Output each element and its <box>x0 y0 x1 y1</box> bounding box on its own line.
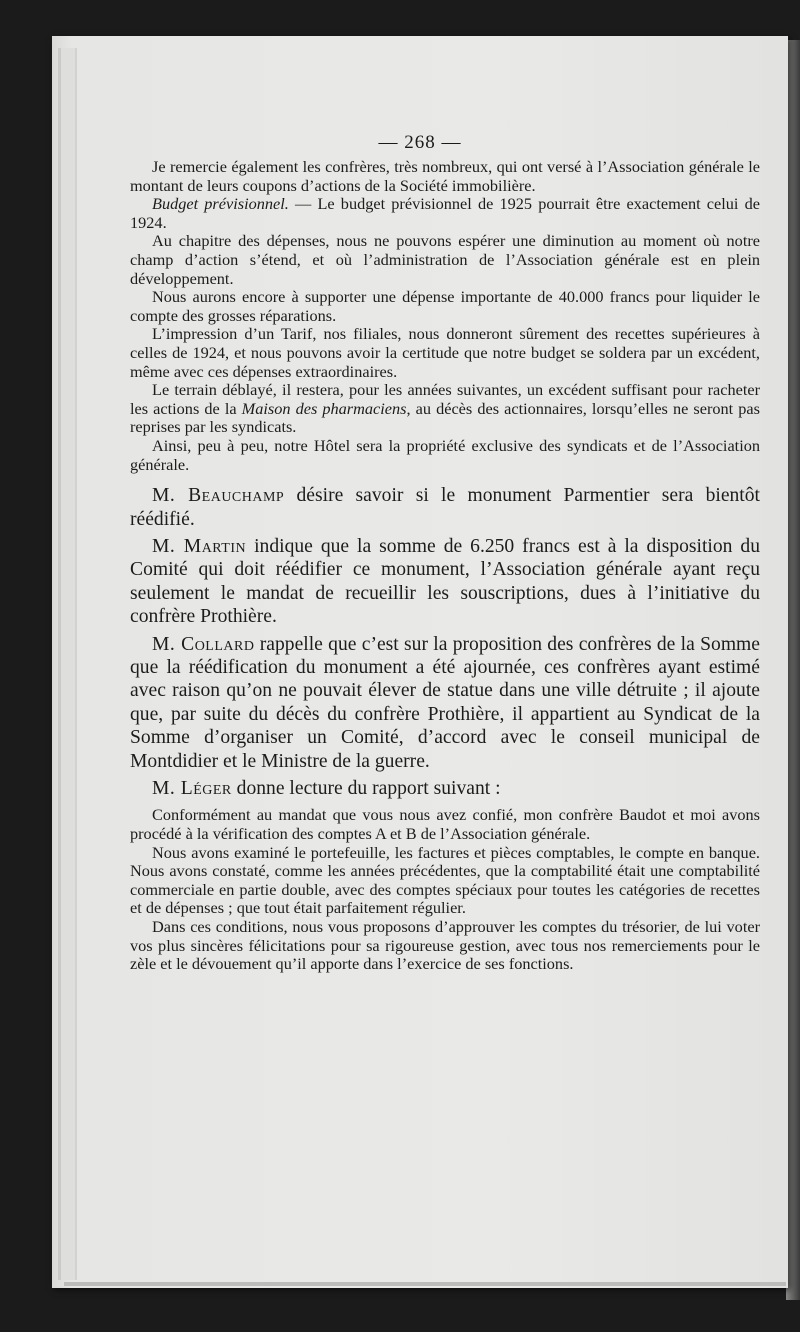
paragraph-budget <box>130 195 760 232</box>
budget-text: — Le budget prévisionnel de 1925 pourrait être exactement celui de 1924. <box>130 194 760 232</box>
page-body <box>130 122 760 974</box>
maison-title: Maison des pharmaciens <box>241 398 407 418</box>
speaker-name: M. Léger <box>152 777 232 799</box>
paragraph-tariff: L’impression d’un Tarif, nos filiales, nous donneront sûrement des recettes supérieures à celles de 1924, et nous pouvons avoir la certitude que notre budget se soldera par un excédent, même avec ces dépenses extraordinaires. <box>130 324 760 381</box>
report-paragraph: Dans ces conditions, nous vous proposons d’approuver les comptes du trésorier, de lui voter vos plus sincères félicitations pour sa rigoureuse gestion, avec tous nos remerciements pour le zèle et le dévouement qu’il apporte dans l’exercice de ses fonctions. <box>130 916 760 974</box>
budget-section <box>130 158 760 474</box>
budget-heading: Budget prévisionnel. <box>152 194 289 214</box>
paragraph-surplus: Le terrain déblayé, il restera, pour les années suivantes, un excédent suffisant pour racheter les actions de la Maison des pharmaciens, au décès des actionnaires, lorsqu’elles ne seront pas reprises par les syndicats. <box>130 380 760 437</box>
discussion-section <box>130 484 760 800</box>
speaker-name: M. Beauchamp <box>152 485 285 507</box>
paragraph-repairs: Nous aurons encore à supporter une dépense importante de 40.000 francs pour liquider le compte des grosses réparations. <box>130 287 760 325</box>
page-number: — 268 — <box>378 132 462 153</box>
speaker-name: M. Martin <box>152 535 247 557</box>
speaker-name: M. Collard <box>152 633 255 655</box>
report-paragraph: Conformément au mandat que vous nous avez confié, mon confrère Baudot et moi avons procédé à la vérification des comptes A et B de l’Association générale. <box>130 805 760 843</box>
paragraph-thanks: Je remercie également les confrères, très nombreux, qui ont versé à l’Association générale le montant de leurs coupons d’actions de la Société immobilière. <box>130 157 760 195</box>
paragraph-collard: M. Collard rappelle que c’est sur la proposition des confrères de la Somme que la réédification du monument a été ajournée, ces confrères ayant estimé avec raison qu’on ne pouvait élever de statue dans une ville détruite ; il ajoute que, par suite du décès du confrère Prothière, il appartient au Syndicat de la Somme d’organiser un Comité, d’accord avec le conseil municipal de Montdidier et le Ministre de la guerre. <box>130 633 760 772</box>
paragraph-martin: M. Martin indique que la somme de 6.250 francs est à la disposition du Comité qui doit réédifier ce monument, l’Association générale ayant reçu seulement le mandat de recueillir les souscriptions, dues à l’initiative du confrère Prothière. <box>130 535 761 628</box>
paragraph-expenses: Au chapitre des dépenses, nous ne pouvons espérer une diminution au moment où notre champ d’action s’étend, et où l’administration de l’Association générale est en plein développement. <box>130 231 760 288</box>
auditors-report <box>130 806 760 973</box>
page-gutter-edge <box>58 48 77 1280</box>
paragraph-hotel: Ainsi, peu à peu, notre Hôtel sera la propriété exclusive des syndicats et de l’Association générale. <box>130 435 760 474</box>
binding-shadow <box>786 40 800 1300</box>
paragraph-beauchamp: M. Beauchamp désire savoir si le monument Parmentier sera bientôt réédifié. <box>130 485 760 530</box>
report-paragraph: Nous avons examiné le portefeuille, les factures et pièces comptables, le compte en banque. Nous avons constaté, comme les années précédentes, que la comptabilité était une comptabilité commerciale en partie double, avec des comptes spéciaux pour toutes les catégories de recettes et de dépenses ; que tout était parfaitement régulier. <box>130 842 760 918</box>
paragraph-leger: M. Léger donne lecture du rapport suivant : <box>152 777 501 799</box>
page-bottom-edge <box>64 1282 786 1286</box>
